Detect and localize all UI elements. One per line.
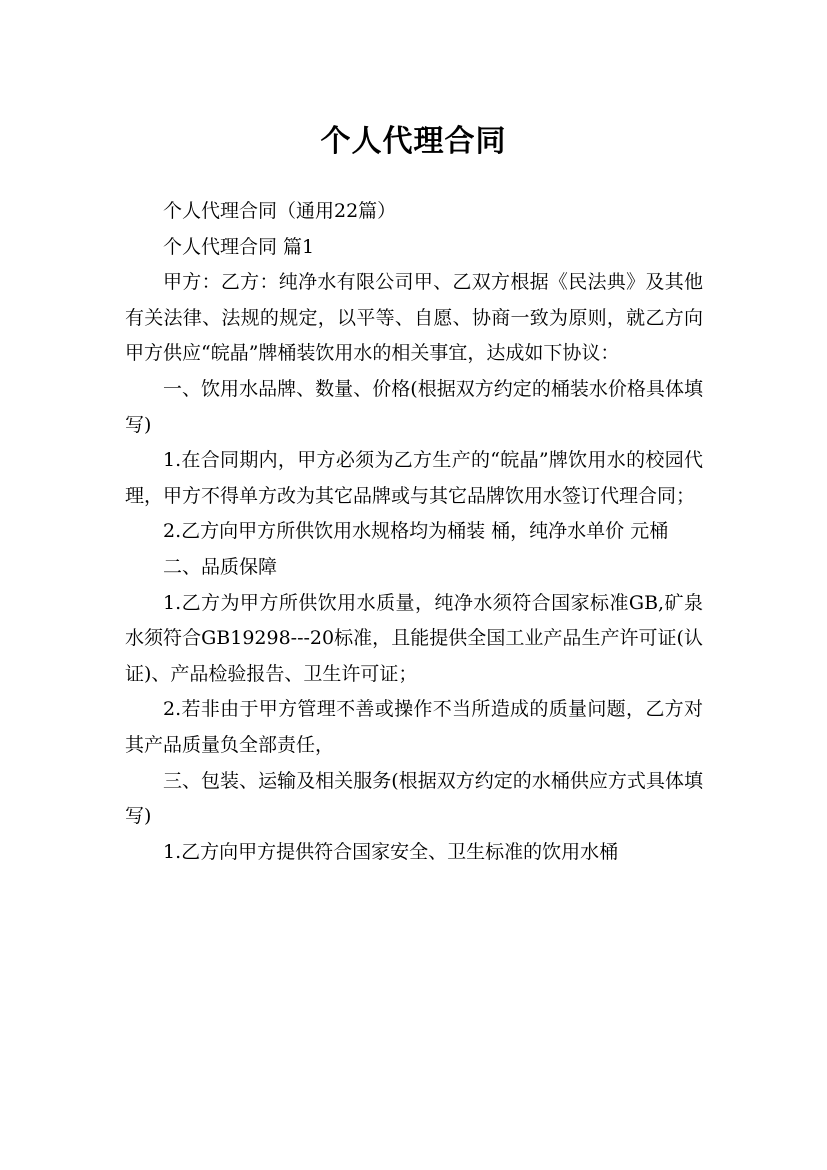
- paragraph-clause-2-1: 1.乙方为甲方所供饮用水质量，纯净水须符合国家标准GB,矿泉水须符合GB19298---20标准，且能提供全国工业产品生产许可证(认证)、产品检验报告、卫生许可证；: [125, 591, 703, 685]
- paragraph-clause-3-heading: 三、包装、运输及相关服务(根据双方约定的水桶供应方式具体填写): [125, 769, 703, 828]
- paragraph-clause-2-2: 2.若非由于甲方管理不善或操作不当所造成的质量问题，乙方对其产品质量负全部责任，: [125, 698, 703, 756]
- paragraph-clause-1-2: 2.乙方向甲方所供饮用水规格均为桶装 桶，纯净水单价 元桶: [163, 520, 669, 543]
- paragraph-clause-3-1: 1.乙方向甲方提供符合国家安全、卫生标准的饮用水桶: [163, 840, 619, 863]
- document-title: 个人代理合同: [320, 124, 507, 160]
- document-body: [125, 194, 703, 870]
- paragraph-clause-1-heading: 一、饮用水品牌、数量、价格(根据双方约定的桶装水价格具体填写): [125, 377, 703, 436]
- paragraph-parties: 甲方：乙方：纯净水有限公司甲、乙双方根据《民法典》及其他有关法律、法规的规定，以平等、自愿、协商一致为原则，就乙方向甲方供应“皖晶”牌桶装饮用水的相关事宜，达成如下协议：: [125, 271, 703, 365]
- paragraph-clause-1-1: 1.在合同期内，甲方必须为乙方生产的“皖晶”牌饮用水的校园代理，甲方不得单方改为其它品牌或与其它品牌饮用水签订代理合同；: [125, 449, 703, 507]
- paragraph-section-heading: 个人代理合同 篇1: [163, 235, 315, 258]
- paragraph-clause-2-heading: 二、品质保障: [163, 555, 278, 578]
- paragraph-subtitle: 个人代理合同（通用22篇）: [163, 200, 397, 222]
